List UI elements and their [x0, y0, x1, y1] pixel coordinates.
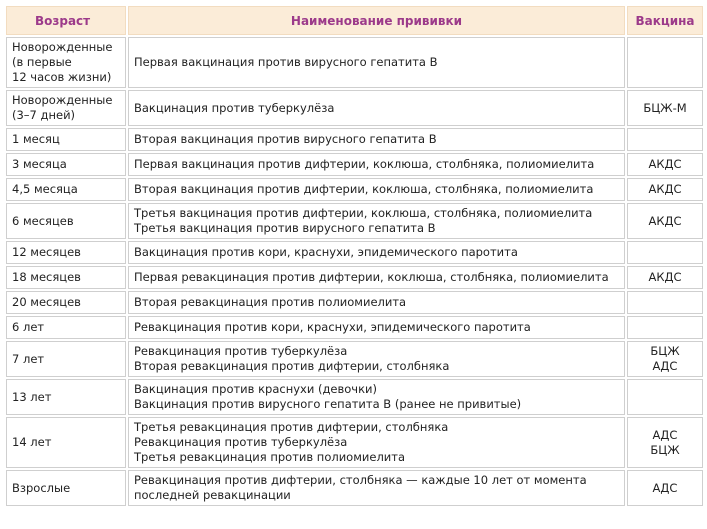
cell-age: 4,5 месяца	[6, 178, 126, 201]
cell-vaccine	[627, 291, 703, 314]
table-row	[6, 178, 703, 201]
table-row	[6, 203, 703, 239]
cell-vaccine: АДС	[627, 470, 703, 506]
cell-vaccination-name: Вакцинация против туберкулёза	[128, 90, 625, 126]
table-row	[6, 37, 703, 88]
table-row	[6, 379, 703, 415]
cell-vaccine: БЦЖ-М	[627, 90, 703, 126]
cell-age: 13 лет	[6, 379, 126, 415]
cell-vaccine: АКДС	[627, 203, 703, 239]
cell-vaccine	[627, 379, 703, 415]
table-row	[6, 241, 703, 264]
cell-age: 12 месяцев	[6, 241, 126, 264]
cell-vaccination-name: Первая ревакцинация против дифтерии, коклюша, столбняка, полиомиелита	[128, 266, 625, 289]
cell-age: 1 месяц	[6, 128, 126, 151]
table-row	[6, 90, 703, 126]
vaccination-schedule-table	[4, 4, 705, 508]
cell-age: Новорожденные (в первые 12 часов жизни)	[6, 37, 126, 88]
cell-vaccine: БЦЖ АДС	[627, 341, 703, 377]
cell-vaccine	[627, 316, 703, 339]
header-vaccine: Вакцина	[627, 6, 703, 35]
table-row	[6, 291, 703, 314]
table-row	[6, 153, 703, 176]
cell-vaccination-name: Ревакцинация против туберкулёза Вторая ревакцинация против дифтерии, столбняка	[128, 341, 625, 377]
cell-vaccination-name: Первая вакцинация против дифтерии, коклюша, столбняка, полиомиелита	[128, 153, 625, 176]
cell-age: 3 месяца	[6, 153, 126, 176]
cell-vaccination-name: Вторая ревакцинация против полиомиелита	[128, 291, 625, 314]
cell-vaccine: АКДС	[627, 178, 703, 201]
cell-age: 7 лет	[6, 341, 126, 377]
cell-age: 6 лет	[6, 316, 126, 339]
table-row	[6, 417, 703, 468]
header-vaccination-name: Наименование прививки	[128, 6, 625, 35]
cell-vaccination-name: Ревакцинация против кори, краснухи, эпидемического паротита	[128, 316, 625, 339]
table-header-row	[6, 6, 703, 35]
cell-age: 14 лет	[6, 417, 126, 468]
cell-vaccine	[627, 37, 703, 88]
cell-vaccination-name: Первая вакцинация против вирусного гепатита В	[128, 37, 625, 88]
cell-vaccination-name: Вторая вакцинация против вирусного гепатита В	[128, 128, 625, 151]
cell-age: 18 месяцев	[6, 266, 126, 289]
cell-vaccine: АКДС	[627, 266, 703, 289]
cell-age: 6 месяцев	[6, 203, 126, 239]
table-row	[6, 341, 703, 377]
cell-vaccine: АКДС	[627, 153, 703, 176]
cell-vaccination-name: Ревакцинация против дифтерии, столбняка — каждые 10 лет от момента последней ревакцинации	[128, 470, 625, 506]
cell-vaccination-name: Третья ревакцинация против дифтерии, столбняка Ревакцинация против туберкулёза Третья ревакцинация против полиомиелита	[128, 417, 625, 468]
header-age: Возраст	[6, 6, 126, 35]
cell-vaccine: АДС БЦЖ	[627, 417, 703, 468]
cell-vaccine	[627, 128, 703, 151]
cell-vaccination-name: Вакцинация против краснухи (девочки) Вакцинация против вирусного гепатита В (ранее не привитые)	[128, 379, 625, 415]
table-body	[6, 37, 703, 506]
cell-vaccination-name: Вакцинация против кори, краснухи, эпидемического паротита	[128, 241, 625, 264]
table-row	[6, 266, 703, 289]
table-row	[6, 316, 703, 339]
cell-age: 20 месяцев	[6, 291, 126, 314]
cell-age: Новорожденные (3–7 дней)	[6, 90, 126, 126]
cell-age: Взрослые	[6, 470, 126, 506]
cell-vaccination-name: Вторая вакцинация против дифтерии, коклюша, столбняка, полиомиелита	[128, 178, 625, 201]
table-row	[6, 128, 703, 151]
cell-vaccination-name: Третья вакцинация против дифтерии, коклюша, столбняка, полиомиелита Третья вакцинация против вирусного гепатита В	[128, 203, 625, 239]
cell-vaccine	[627, 241, 703, 264]
table-row	[6, 470, 703, 506]
